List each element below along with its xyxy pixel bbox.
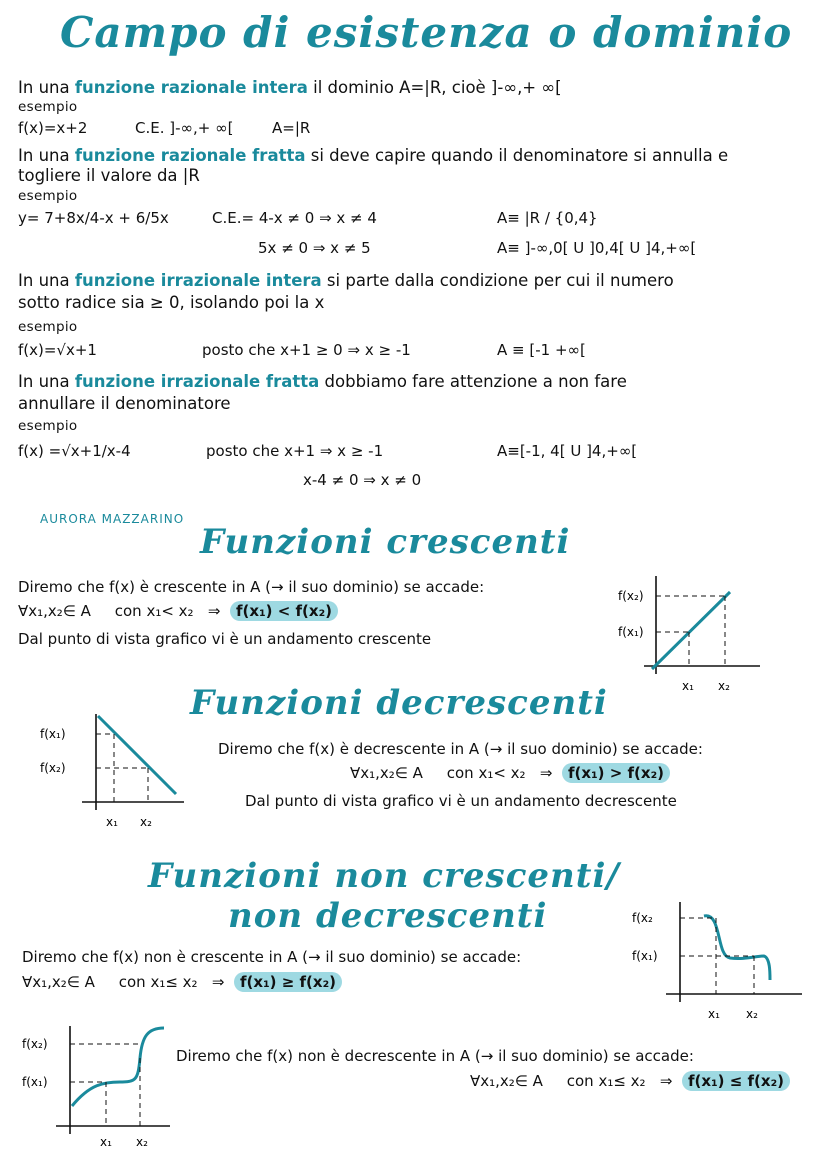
graph-label-fx2: f(x₂) <box>618 589 644 603</box>
decrescenti-graph <box>36 710 186 836</box>
example-fn: f(x)=√x+1 <box>18 341 97 359</box>
non-decrescenti-condition: ∀x₁,x₂∈ A con x₁≤ x₂ ⇒ f(x₁) ≤ f(x₂) <box>470 1072 790 1090</box>
graph-label-x2: x₂ <box>746 1007 758 1021</box>
example-ce2: 5x ≠ 0 ⇒ x ≠ 5 <box>258 239 371 257</box>
razionale-fratta-line: In una funzione razionale fratta si deve capire quando il denominatore si annulla e <box>18 146 729 165</box>
decrescenti-result-highlight: f(x₁) > f(x₂) <box>562 763 670 783</box>
section-title-decrescenti: Funzioni decrescenti <box>190 683 608 723</box>
example-domain: A=|R <box>272 119 311 137</box>
irrazionale-intera-line: In una funzione irrazionale intera si parte dalla condizione per cui il numero <box>18 271 674 290</box>
decrescenti-graph-note: Dal punto di vista grafico vi è un andamento decrescente <box>245 792 677 810</box>
irrazionale-intera-line2: sotto radice sia ≥ 0, isolando poi la x <box>18 293 325 312</box>
example-cond: posto che x+1 ≥ 0 ⇒ x ≥ -1 <box>202 341 411 359</box>
keyword-razionale-intera: funzione razionale intera <box>74 78 308 97</box>
example-fn: f(x) =√x+1/x-4 <box>18 442 131 460</box>
non-decrescenti-result-highlight: f(x₁) ≤ f(x₂) <box>682 1071 790 1091</box>
non-crescenti-definition: Diremo che f(x) non è crescente in A (→ il suo dominio) se accade: <box>22 948 522 966</box>
page-title: Campo di esistenza o dominio <box>60 8 793 57</box>
non-decrescenti-graph <box>20 1022 180 1152</box>
graph-label-fx1: f(x₁) <box>40 727 66 741</box>
decrescenti-definition: Diremo che f(x) è decrescente in A (→ il suo dominio) se accade: <box>218 740 703 758</box>
example-domain: A≡[-1, 4[ U ]4,+∞[ <box>497 442 638 460</box>
decrescenti-condition: ∀x₁,x₂∈ A con x₁< x₂ ⇒ f(x₁) > f(x₂) <box>350 764 670 782</box>
graph-label-x1: x₁ <box>682 679 694 693</box>
example-label: esempio <box>18 319 78 335</box>
crescenti-graph <box>612 570 762 696</box>
non-crescenti-result-highlight: f(x₁) ≥ f(x₂) <box>234 972 342 992</box>
graph-label-x1: x₁ <box>100 1135 112 1149</box>
example-domain2: A≡ ]-∞,0[ U ]0,4[ U ]4,+∞[ <box>497 239 697 257</box>
section-title-non-crescenti: Funzioni non crescenti/ <box>148 856 620 896</box>
author-signature: AURORA MAZZARINO <box>40 512 185 526</box>
graph-label-fx2: f(x₂ <box>632 911 653 925</box>
example-label: esempio <box>18 99 78 115</box>
keyword-razionale-fratta: funzione razionale fratta <box>74 146 306 165</box>
section-title-non-decrescenti: non decrescenti <box>228 896 548 936</box>
crescenti-condition: ∀x₁,x₂∈ A con x₁< x₂ ⇒ f(x₁) < f(x₂) <box>18 602 338 620</box>
section-title-crescenti: Funzioni crescenti <box>200 522 571 562</box>
example-label: esempio <box>18 418 78 434</box>
example-fn: y= 7+8x/4-x + 6/5x <box>18 209 169 227</box>
non-crescenti-graph <box>632 898 812 1024</box>
crescenti-graph-note: Dal punto di vista grafico vi è un andamento crescente <box>18 630 432 648</box>
non-increasing-curve <box>704 916 770 980</box>
example-cond2: x-4 ≠ 0 ⇒ x ≠ 0 <box>303 471 422 489</box>
graph-label-fx1: f(x₁) <box>632 949 658 963</box>
graph-label-fx2: f(x₂) <box>40 761 66 775</box>
example-domain1: A≡ |R / {0,4} <box>497 209 598 227</box>
example-cond1: posto che x+1 ⇒ x ≥ -1 <box>206 442 384 460</box>
razionale-intera-line: In una funzione razionale intera il dominio A=|R, cioè ]-∞,+ ∞[ <box>18 78 562 97</box>
graph-label-x2: x₂ <box>136 1135 148 1149</box>
non-crescenti-condition: ∀x₁,x₂∈ A con x₁≤ x₂ ⇒ f(x₁) ≥ f(x₂) <box>22 973 342 991</box>
crescenti-result-highlight: f(x₁) < f(x₂) <box>230 601 338 621</box>
graph-label-x2: x₂ <box>718 679 730 693</box>
razionale-fratta-line2: togliere il valore da |R <box>18 166 200 185</box>
example-ce: C.E. ]-∞,+ ∞[ <box>135 119 234 137</box>
example-domain: A ≡ [-1 +∞[ <box>497 341 586 359</box>
example-label: esempio <box>18 188 78 204</box>
graph-label-x2: x₂ <box>140 815 152 829</box>
keyword-irrazionale-fratta: funzione irrazionale fratta <box>74 372 320 391</box>
decreasing-line <box>98 716 176 794</box>
example-ce1: C.E.= 4-x ≠ 0 ⇒ x ≠ 4 <box>212 209 377 227</box>
graph-label-fx1: f(x₁) <box>22 1075 48 1089</box>
non-decreasing-curve <box>72 1028 164 1106</box>
example-fn: f(x)=x+2 <box>18 119 88 137</box>
irrazionale-fratta-line: In una funzione irrazionale fratta dobbiamo fare attenzione a non fare <box>18 372 627 391</box>
graph-label-fx1: f(x₁) <box>618 625 644 639</box>
increasing-line <box>652 592 730 669</box>
non-decrescenti-definition: Diremo che f(x) non è decrescente in A (→ il suo dominio) se accade: <box>176 1047 694 1065</box>
graph-label-x1: x₁ <box>708 1007 720 1021</box>
graph-label-fx2: f(x₂) <box>22 1037 48 1051</box>
crescenti-definition: Diremo che f(x) è crescente in A (→ il suo dominio) se accade: <box>18 578 485 596</box>
irrazionale-fratta-line2: annullare il denominatore <box>18 394 231 413</box>
keyword-irrazionale-intera: funzione irrazionale intera <box>74 271 322 290</box>
graph-label-x1: x₁ <box>106 815 118 829</box>
